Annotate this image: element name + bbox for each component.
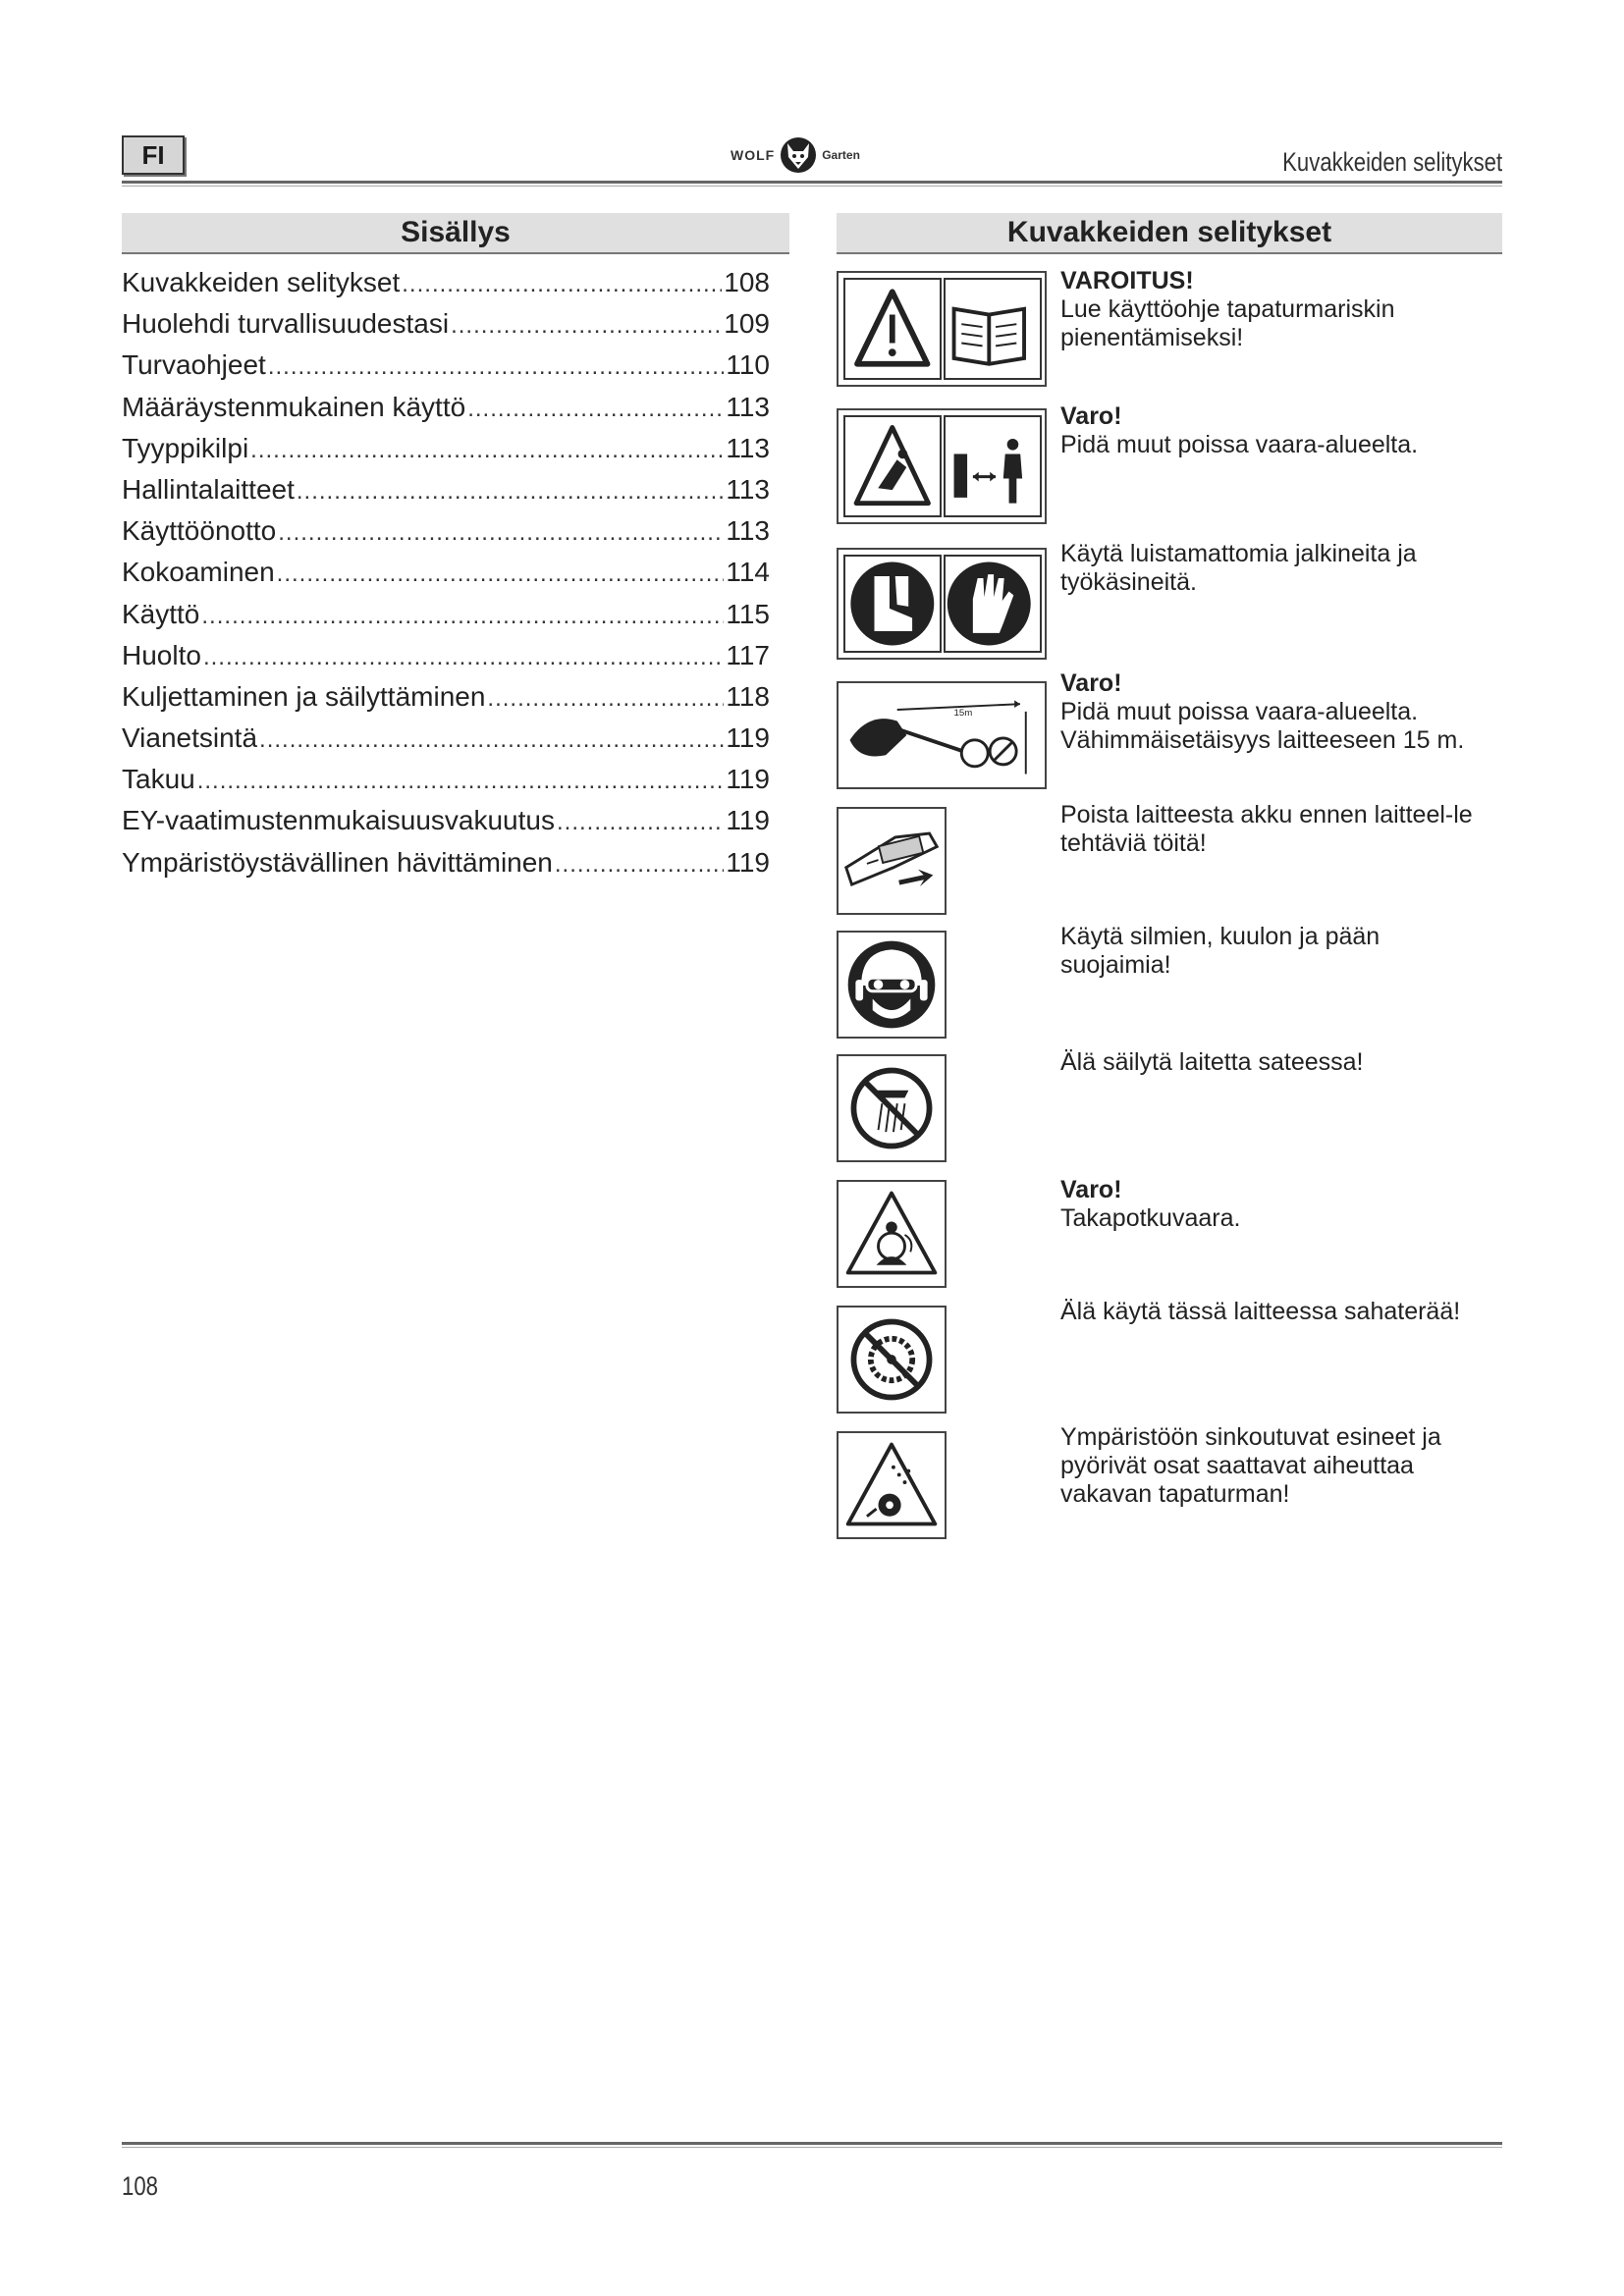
wolf-garten-logo (731, 132, 860, 179)
legend-text (1060, 669, 1492, 755)
toc-leader (467, 396, 724, 423)
legend-title: Varo! (1060, 402, 1122, 430)
toc-item-label: Huolto (122, 639, 201, 670)
toc-item-page: 117 (726, 639, 770, 670)
toc-leader (487, 685, 724, 713)
logo-brand: WOLF (731, 147, 776, 163)
toc-leader (201, 603, 724, 630)
toc-item-label: Hallintalaitteet (122, 473, 295, 505)
legend-description: Käytä silmien, kuulon ja pään suojaimia! (1060, 923, 1380, 979)
toc-item[interactable] (122, 308, 770, 349)
toc-leader (250, 437, 724, 464)
legend-item (837, 1048, 1504, 1164)
toc-leader (557, 809, 724, 836)
no-rain-icon (837, 1054, 947, 1162)
toc-item-label: Tyyppikilpi (122, 432, 249, 463)
legend-description: Älä käytä tässä laitteessa sahaterää! (1060, 1298, 1461, 1325)
legend-description: Käytä luistamattomia jalkineita ja työkäsineitä. (1060, 540, 1417, 596)
toc-item-page: 114 (726, 557, 770, 588)
toc-item[interactable] (122, 349, 770, 391)
safety-distance-15m-icon (837, 681, 1047, 789)
toc-leader (268, 353, 725, 381)
footer-rule (122, 2142, 1502, 2145)
toc-item[interactable] (122, 599, 770, 640)
legend-text (1060, 1298, 1492, 1326)
toc-item[interactable] (122, 474, 770, 515)
legend-text (1060, 1176, 1492, 1233)
legend-description: Pidä muut poissa vaara-alueelta. Vähimmäisetäisyys laitteeseen 15 m. (1060, 698, 1465, 754)
legend-title: Varo! (1060, 669, 1122, 697)
toc-item[interactable] (122, 722, 770, 764)
warning-read-manual-icon (837, 271, 1047, 387)
legend-description: Poista laitteesta akku ennen laitteel-le tehtäviä töitä! (1060, 801, 1473, 857)
toc-item-label: Kokoaminen (122, 557, 275, 588)
legend-title: VAROITUS! (1060, 267, 1194, 294)
header-section-title: Kuvakkeiden selitykset (1282, 147, 1502, 177)
legend-item (837, 267, 1504, 389)
legend-title: Varo! (1060, 1176, 1122, 1203)
legend-description: Takapotkuvaara. (1060, 1204, 1241, 1232)
toc-item[interactable] (122, 392, 770, 433)
legend-item (837, 801, 1504, 917)
toc-item-page: 109 (724, 308, 770, 340)
remove-battery-icon (837, 807, 947, 915)
table-of-contents (122, 267, 770, 888)
toc-heading: Sisällys (122, 213, 789, 254)
legend-item (837, 923, 1504, 1041)
toc-item-page: 115 (726, 598, 770, 629)
kickback-hazard-icon (837, 1180, 947, 1288)
legend-description: Älä säilytä laitetta sateessa! (1060, 1048, 1364, 1076)
toc-leader (203, 644, 724, 671)
header-rule (122, 181, 1502, 184)
legend-description: Pidä muut poissa vaara-alueelta. (1060, 431, 1419, 458)
toc-item-page: 113 (726, 432, 770, 463)
language-badge: FI (122, 135, 185, 175)
toc-item-label: Käyttö (122, 598, 200, 629)
toc-leader (277, 561, 725, 588)
legend-text (1060, 402, 1492, 459)
toc-item[interactable] (122, 847, 770, 888)
toc-item-label: Takuu (122, 764, 195, 795)
legend-item (837, 402, 1504, 526)
toc-leader (402, 271, 722, 298)
toc-item[interactable] (122, 515, 770, 557)
toc-leader (555, 851, 724, 879)
eye-ear-head-protection-icon (837, 931, 947, 1039)
toc-item-page: 119 (726, 722, 770, 754)
toc-leader (297, 478, 724, 506)
toc-leader (259, 726, 724, 754)
legend-heading: Kuvakkeiden selitykset (837, 213, 1502, 254)
toc-item-page: 119 (726, 764, 770, 795)
legend-description: Lue käyttöohje tapaturmariskin pienentämiseksi! (1060, 295, 1395, 351)
toc-item-page: 119 (726, 805, 770, 836)
legend-item (837, 1423, 1504, 1541)
no-saw-blade-icon (837, 1306, 947, 1414)
toc-item-page: 119 (726, 846, 770, 878)
legend-item (837, 669, 1504, 791)
toc-item-page: 118 (726, 680, 770, 712)
toc-item[interactable] (122, 764, 770, 805)
legend-text (1060, 267, 1492, 352)
thrown-objects-icon (837, 1431, 947, 1539)
toc-item-page: 113 (726, 473, 770, 505)
page-number: 108 (122, 2171, 158, 2201)
toc-item-label: Turvaohjeet (122, 349, 266, 381)
legend-item (837, 540, 1504, 662)
toc-item[interactable] (122, 433, 770, 474)
toc-leader (451, 312, 722, 340)
toc-leader (278, 519, 724, 547)
toc-item-label: Kuljettaminen ja säilyttäminen (122, 680, 486, 712)
footer-rule-thin (122, 2147, 1502, 2148)
toc-item-page: 108 (724, 267, 770, 297)
toc-item[interactable] (122, 640, 770, 681)
toc-item-page: 113 (726, 515, 770, 547)
toc-item-label: Ympäristöystävällinen hävittäminen (122, 846, 553, 878)
legend-description: Ympäristöön sinkoutuvat esineet ja pyörivät osat saattavat aiheuttaa vakavan tapaturman! (1060, 1423, 1441, 1508)
boots-gloves-icon (837, 548, 1047, 660)
logo-sub: Garten (822, 148, 860, 162)
toc-item-label: Huolehdi turvallisuudestasi (122, 308, 450, 340)
legend-text (1060, 801, 1492, 858)
legend-item (837, 1176, 1504, 1290)
toc-item[interactable] (122, 805, 770, 846)
toc-item-label: Vianetsintä (122, 722, 258, 754)
legend-item (837, 1298, 1504, 1415)
toc-item-page: 110 (726, 349, 770, 381)
toc-item[interactable] (122, 267, 770, 308)
toc-item-label: EY-vaatimustenmukaisuusvakuutus (122, 805, 555, 836)
toc-item-label: Kuvakkeiden selitykset (122, 267, 401, 297)
legend-text (1060, 1423, 1492, 1509)
wolf-head-icon (779, 135, 818, 175)
distance-label: 15m (953, 707, 973, 719)
keep-bystanders-away-icon (837, 408, 1047, 524)
legend-text (1060, 923, 1492, 980)
legend-text (1060, 1048, 1492, 1077)
toc-leader (197, 768, 725, 795)
toc-item-label: Käyttöönotto (122, 515, 277, 547)
toc-item[interactable] (122, 557, 770, 598)
toc-item[interactable] (122, 681, 770, 722)
toc-item-label: Määräystenmukainen käyttö (122, 391, 466, 422)
header-rule-thin (122, 186, 1502, 187)
legend-text (1060, 540, 1492, 597)
toc-item-page: 113 (726, 391, 770, 422)
